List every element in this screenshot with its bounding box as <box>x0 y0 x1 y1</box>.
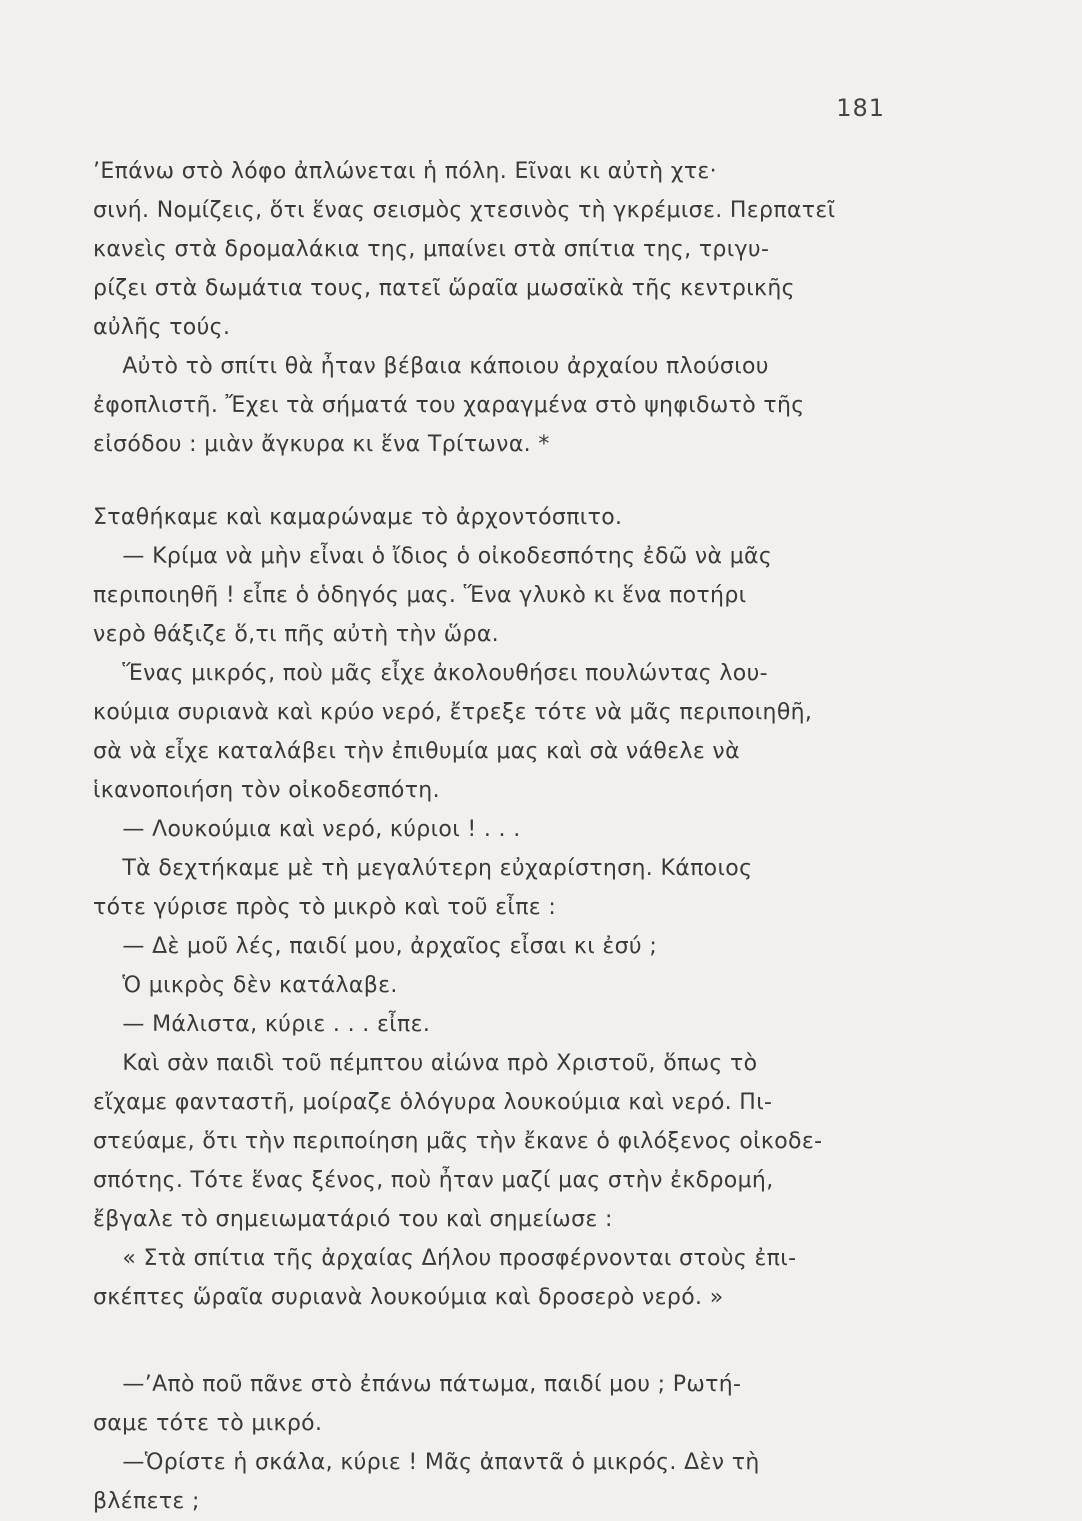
text-line: — Δὲ μοῦ λές, παιδί μου, ἀρχαῖος εἶσαι κι ἐσύ ; <box>93 934 658 959</box>
text-line: σκέπτες ὥραῖα συριανὰ λουκούμια καὶ δροσερὸ νερό. » <box>93 1285 724 1310</box>
text-line: βλέπετε ; <box>93 1489 200 1514</box>
text-line: Τὰ δεχτήκαμε μὲ τὴ μεγαλύτερη εὐχαρίστηση. Κάποιος <box>93 856 753 881</box>
text-line: σὰ νὰ εἶχε καταλάβει τὴν ἐπιθυμία μας καὶ σὰ νάθελε νὰ <box>93 739 740 764</box>
text-line: σπότης. Τότε ἕνας ξένος, ποὺ ἦταν μαζί μας στὴν ἐκδρομή, <box>93 1168 774 1193</box>
text-line: εἰσόδου : μιὰν ἄγκυρα κι ἕνα Τρίτωνα. * <box>93 432 550 457</box>
text-line: —Ὁρίστε ἡ σκάλα, κύριε ! Μᾶς ἀπαντᾶ ὁ μικρός. Δὲν τὴ <box>93 1450 760 1475</box>
text-line: Σταθήκαμε καὶ καμαρώναμε τὸ ἀρχοντόσπιτο. <box>93 505 623 530</box>
text-line: στεύαμε, ὅτι τὴν περιποίηση μᾶς τὴν ἔκανε ὁ φιλόξενος οἰκοδε- <box>93 1129 823 1154</box>
text-line: — Λουκούμια καὶ νερό, κύριοι ! . . . <box>93 817 521 842</box>
text-line: ἐφοπλιστῆ. Ἔχει τὰ σήματά του χαραγμένα στὸ ψηφιδωτὸ τῆς <box>93 393 805 418</box>
text-line: κούμια συριανὰ καὶ κρύο νερό, ἔτρεξε τότε νὰ μᾶς περιποιηθῆ, <box>93 700 813 725</box>
text-line: αὐλῆς τούς. <box>93 315 231 340</box>
text-line: σινή. Νομίζεις, ὅτι ἕνας σεισμὸς χτεσινὸς τὴ γκρέμισε. Περπατεῖ <box>93 198 836 223</box>
text-line: Αὐτὸ τὸ σπίτι θὰ ἦταν βέβαια κάποιου ἀρχαίου πλούσιου <box>93 354 769 379</box>
page-number: 181 <box>836 94 885 122</box>
text-line: νερὸ θάξιζε ὅ,τι πῆς αὐτὴ τὴν ὥρα. <box>93 622 500 647</box>
text-line: τότε γύρισε πρὸς τὸ μικρὸ καὶ τοῦ εἶπε : <box>93 895 557 920</box>
section-break <box>93 464 893 498</box>
text-line: κανεὶς στὰ δρομαλάκια της, μπαίνει στὰ σπίτια της, τριγυ- <box>93 237 770 262</box>
text-line: ’Επάνω στὸ λόφο ἀπλώνεται ἡ πόλη. Εῖναι κι αὐτὴ χτε· <box>93 159 718 184</box>
text-line: « Στὰ σπίτια τῆς ἀρχαίας Δήλου προσφέρνονται στοὺς ἐπι- <box>93 1246 797 1271</box>
text-line: —’Απὸ ποῦ πᾶνε στὸ ἐπάνω πάτωμα, παιδί μου ; Ρωτή- <box>93 1372 742 1397</box>
text-line: ρίζει στὰ δωμάτια τους, πατεῖ ὥραῖα μωσαϊκὰ τῆς κεντρικῆς <box>93 276 795 301</box>
page-text <box>93 152 893 1521</box>
text-line: Καὶ σὰν παιδὶ τοῦ πέμπτου αἰώνα πρὸ Χριστοῦ, ὅπως τὸ <box>93 1051 758 1076</box>
text-line: — Μάλιστα, κύριε . . . εἶπε. <box>93 1012 431 1037</box>
text-line: ἱκανοποιήση τὸν οἰκοδεσπότη. <box>93 778 440 803</box>
text-line: σαμε τότε τὸ μικρό. <box>93 1411 323 1436</box>
text-line: — Κρίμα νὰ μὴν εἶναι ὁ ἴδιος ὁ οἰκοδεσπότης ἐδῶ νὰ μᾶς <box>93 544 773 569</box>
text-line: Ἕνας μικρός, ποὺ μᾶς εἶχε ἀκολουθήσει πουλώντας λου- <box>93 661 768 686</box>
text-line: ἔβγαλε τὸ σημειωματάριό του καὶ σημείωσε : <box>93 1207 613 1232</box>
section-break <box>93 1317 893 1365</box>
text-line: εἴχαμε φανταστῆ, μοίραζε ὁλόγυρα λουκούμια καὶ νερό. Πι- <box>93 1090 773 1115</box>
text-line: περιποιηθῆ ! εἶπε ὁ ὁδηγός μας. Ἕνα γλυκὸ κι ἕνα ποτήρι <box>93 583 747 608</box>
text-line: Ὁ μικρὸς δὲν κατάλαβε. <box>93 973 398 998</box>
